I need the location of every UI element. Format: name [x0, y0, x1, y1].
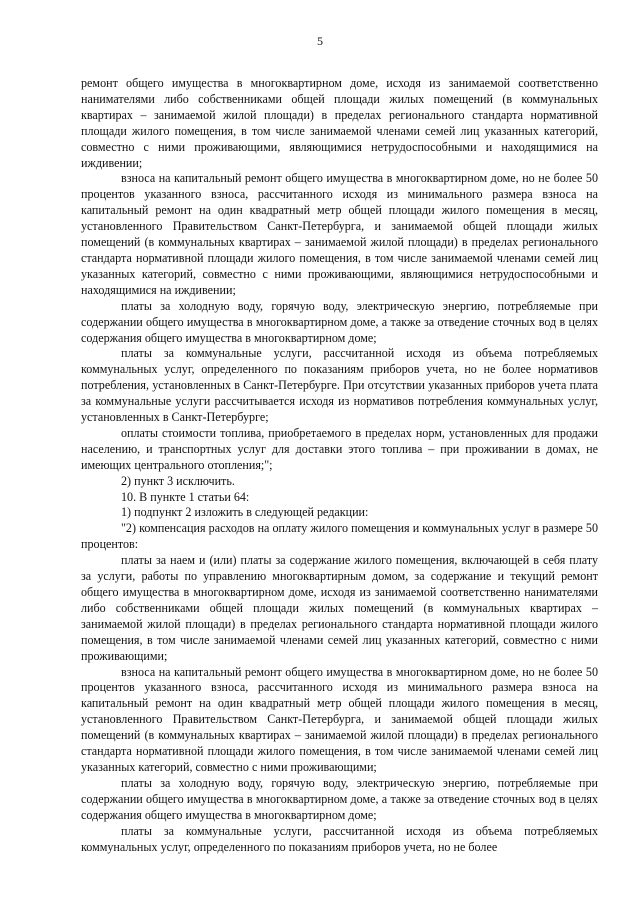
document-body [81, 76, 598, 855]
paragraph-capital-repair-fee-2: взноса на капитальный ремонт общего имущества в многоквартирном доме, но не более 50 процентов указанного взноса, рассчитанного исходя из минимального размера взноса на капитальный ремонт на один квадратный метр общей площади жилого помещения в месяц, установленного Правительством Санкт-Петербурга, и занимаемой общей площади жилых помещений (в коммунальных квартирах – занимаемой жилой площади) в пределах регионального стандарта нормативной площади жилого помещения, в том числе занимаемой членами семей лиц указанных категорий, совместно с ними проживающими; [81, 664, 598, 774]
paragraph-utility-services-fee: платы за коммунальные услуги, рассчитанной исходя из объема потребляемых коммунальных услуг, определенного по показаниям приборов учета, но не более нормативов потребления, установленных в Санкт-Петербурге. При отсутствии указанных приборов учета плата за коммунальные услуги рассчитывается исходя из нормативов потребления коммунальных услуг, установленных в Санкт-Петербурге; [81, 346, 598, 425]
page-number: 5 [317, 34, 323, 48]
paragraph-fuel-cost: оплаты стоимости топлива, приобретаемого в пределах норм, установленных для продажи населению, и транспортных услуг для доставки этого топлива – при проживании в домах, не имеющих центрального отопления;"; [81, 425, 598, 472]
paragraph-subitem-2-edit: 1) подпункт 2 изложить в следующей редакции: [121, 505, 369, 520]
paragraph-item-3-excluded: 2) пункт 3 исключить. [121, 473, 235, 488]
paragraph-continuation: ремонт общего имущества в многоквартирном доме, исходя из занимаемой соответственно нанимателями либо собственниками общей площади жилых помещений (в коммунальных квартирах – занимаемой жилой площади) в пределах регионального стандарта нормативной площади жилого помещения, в том числе занимаемой членами семей лиц указанных категорий, совместно с ними проживающими, являющимися нетрудоспособными и находящимися на иждивении; [81, 76, 598, 170]
paragraph-rent-maintenance-fee: платы за наем и (или) платы за содержание жилого помещения, включающей в себя плату за услуги, работы по управлению многоквартирным домом, за содержание и текущий ремонт общего имущества в многоквартирном доме, исходя из занимаемой соответственно нанимателями либо собственниками общей площади жилых помещений (в коммунальных квартирах – занимаемой жилой площади) в пределах регионального стандарта нормативной площади жилого помещения, в том числе занимаемой членами семей лиц указанных категорий, совместно с ними проживающими; [81, 553, 598, 663]
paragraph-article-64-heading: 10. В пункте 1 статьи 64: [121, 489, 250, 504]
paragraph-utilities-common-property: платы за холодную воду, горячую воду, электрическую энергию, потребляемые при содержании общего имущества в многоквартирном доме, а также за отведение сточных вод в целях содержания общего имущества в многоквартирном доме; [81, 298, 598, 345]
paragraph-utilities-common-property-2: платы за холодную воду, горячую воду, электрическую энергию, потребляемые при содержании общего имущества в многоквартирном доме, а также за отведение сточных вод в целях содержания общего имущества в многоквартирном доме; [81, 775, 598, 822]
paragraph-utility-services-fee-2: платы за коммунальные услуги, рассчитанной исходя из объема потребляемых коммунальных услуг, определенного по показаниям приборов учета, но не более [81, 823, 598, 854]
paragraph-capital-repair-fee: взноса на капитальный ремонт общего имущества в многоквартирном доме, но не более 50 процентов указанного взноса, рассчитанного исходя из минимального размера взноса на капитальный ремонт на один квадратный метр общей площади жилого помещения в месяц, установленного Правительством Санкт-Петербурга, и занимаемой общей площади жилых помещений (в коммунальных квартирах – занимаемой жилой площади) в пределах регионального стандарта нормативной площади жилого помещения, в том числе занимаемой членами семей лиц указанных категорий, совместно с ними проживающими, являющимися нетрудоспособными и находящимися на иждивении; [81, 171, 598, 297]
paragraph-compensation-50-percent: "2) компенсация расходов на оплату жилого помещения и коммунальных услуг в размере 50 процентов: [81, 521, 598, 552]
